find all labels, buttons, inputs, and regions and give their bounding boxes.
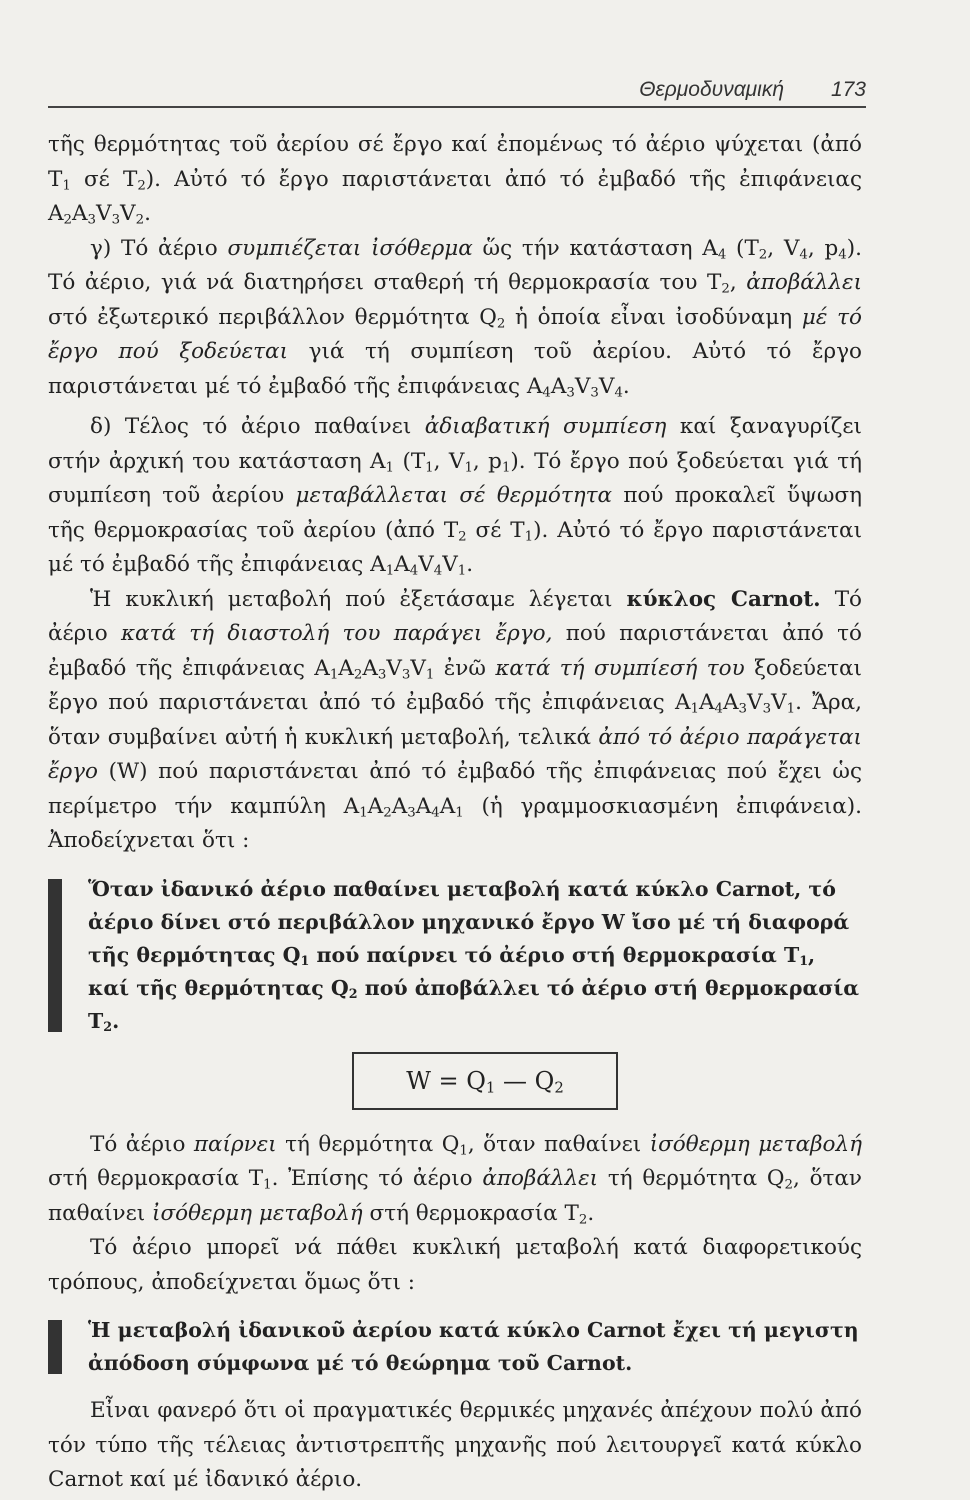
page-number: 173 [830, 78, 866, 101]
paragraph-step-c: γ) Τό ἀέριο συμπιέζεται ἰσόθερμα ὥς τήν κατάσταση $A_4$ ($T_2$, $V_4$, $p_4$). Τό ἀέριο, γιά νά διατηρήσει σταθερή τή θερμοκρασία του $T_2$, ἀποβάλλει στό ἐξωτερικό περιβάλλον θερμότητα $Q_2$ ἡ ὁποία εἶναι ἰσοδύναμη μέ τό ἔργο πού ξοδεύεται γιά τή συμπίεση τοῦ ἀερίου. Αὐτό τό ἔργο παριστάνεται μέ τό ἐμβαδό τῆς ἐπιφάνειας $A_4A_3V_3V_4$. [48, 235, 862, 400]
page-body [48, 128, 862, 1498]
page-header [48, 72, 866, 108]
paragraph-real-engines: Εἶναι φανερό ὅτι οἱ πραγματικές θερμικές μηχανές ἀπέχουν πολύ ἀπό τόν τύπο τῆς τέλειας ἀντιστρεπτῆς μηχανῆς πού λειτουργεῖ κατά κύκλο Carnot καί μέ ἰδανικό ἀέριο. [48, 1398, 862, 1492]
theorem-marker-bar [48, 1320, 62, 1374]
theorem-marker-bar [48, 879, 62, 1032]
paragraph-continuation: τῆς θερμότητας τοῦ ἀερίου σέ ἔργο καί ἐπομένως τό ἀέριο ψύχεται (ἀπό $T_1$ σέ $T_2$). Αὐτό τό ἔργο παριστάνεται ἀπό τό ἐμβαδό τῆς ἐπιφάνειας $A_2A_3V_3V_2$. [48, 132, 862, 228]
running-title: Θερμοδυναμική [639, 78, 784, 101]
paragraph-heat-exchange: Τό ἀέριο παίρνει τή θερμότητα $Q_1$, ὅταν παθαίνει ἰσόθερμη μεταβολή στή θερμοκρασία $T_1$. Ἐπίσης τό ἀέριο ἀποβάλλει τή θερμότητα $Q_2$, ὅταν παθαίνει ἰσόθερμη μεταβολή στή θερμοκρασία $T_2$. [48, 1131, 863, 1227]
paragraph-step-d: δ) Τέλος τό ἀέριο παθαίνει ἀδιαβατική συμπίεση καί ξαναγυρίζει στήν ἀρχική του κατάσταση $A_1$ ($T_1$, $V_1$, $p_1$). Τό ἔργο πού ξοδεύεται γιά τή συμπίεση τοῦ ἀερίου μεταβάλλεται σέ θερμότητα πού προκαλεῖ ὕψωση τῆς θερμοκρασίας τοῦ ἀερίου (ἀπό $T_2$ σέ $T_1$). Αὐτό τό ἔργο παριστάνεται μέ τό ἐμβαδό τῆς ἐπιφάνειας $A_1A_4V_4V_1$. [48, 414, 862, 579]
formula-container [48, 1052, 862, 1110]
paragraph-cyclic-change: Τό ἀέριο μπορεῖ νά πάθει κυκλική μεταβολή κατά διαφορετικούς τρόπους, ἀποδείχνεται ὅμως ὅτι : [48, 1235, 862, 1295]
formula-box: $W = Q_1$ — $Q_2$ [352, 1052, 618, 1110]
theorem-carnot-efficiency: Ἡ μεταβολή ἰδανικοῦ ἀερίου κατά κύκλο Carnot ἔχει τή μεγιστη ἀπόδοση σύμφωνα μέ τό θεώρημα τοῦ Carnot. [48, 1314, 862, 1380]
theorem-carnot-work: Ὅταν ἰδανικό ἀέριο παθαίνει μεταβολή κατά κύκλο Carnot, τό ἀέριο δίνει στό περιβάλλον μηχανικό ἔργο W ἴσο μέ τή διαφορά τῆς θερμότητας $Q_1$ πού παίρνει τό ἀέριο στή θερμοκρασία $T_1$, καί τῆς θερμότητας $Q_2$ πού ἀποβάλλει τό ἀέριο στή θερμοκρασία $T_2$. [48, 873, 862, 1038]
paragraph-carnot-cycle: Ἡ κυκλική μεταβολή πού ἐξετάσαμε λέγεται κύκλος Carnot. Τό ἀέριο κατά τή διαστολή του παράγει ἔργο, πού παριστάνεται ἀπό τό ἐμβαδό τῆς ἐπιφάνειας $A_1A_2A_3V_3V_1$ ἐνῶ κατά τή συμπίεσή του ξοδεύεται ἔργο πού παριστάνεται ἀπό τό ἐμβαδό τῆς ἐπιφάνειας $A_1A_4A_3V_3V_1$. Ἄρα, ὅταν συμβαίνει αὐτή ἡ κυκλική μεταβολή, τελικά ἀπό τό ἀέριο παράγεται ἔργο (W) πού παριστάνεται ἀπό τό ἐμβαδό τῆς ἐπιφάνειας πού ἔχει ὡς περίμετρο τήν καμπύλη $A_1A_2A_3A_4A_1$ (ἡ γραμμοσκιασμένη ἐπιφάνεια). Ἀποδείχνεται ὅτι : [48, 586, 862, 853]
